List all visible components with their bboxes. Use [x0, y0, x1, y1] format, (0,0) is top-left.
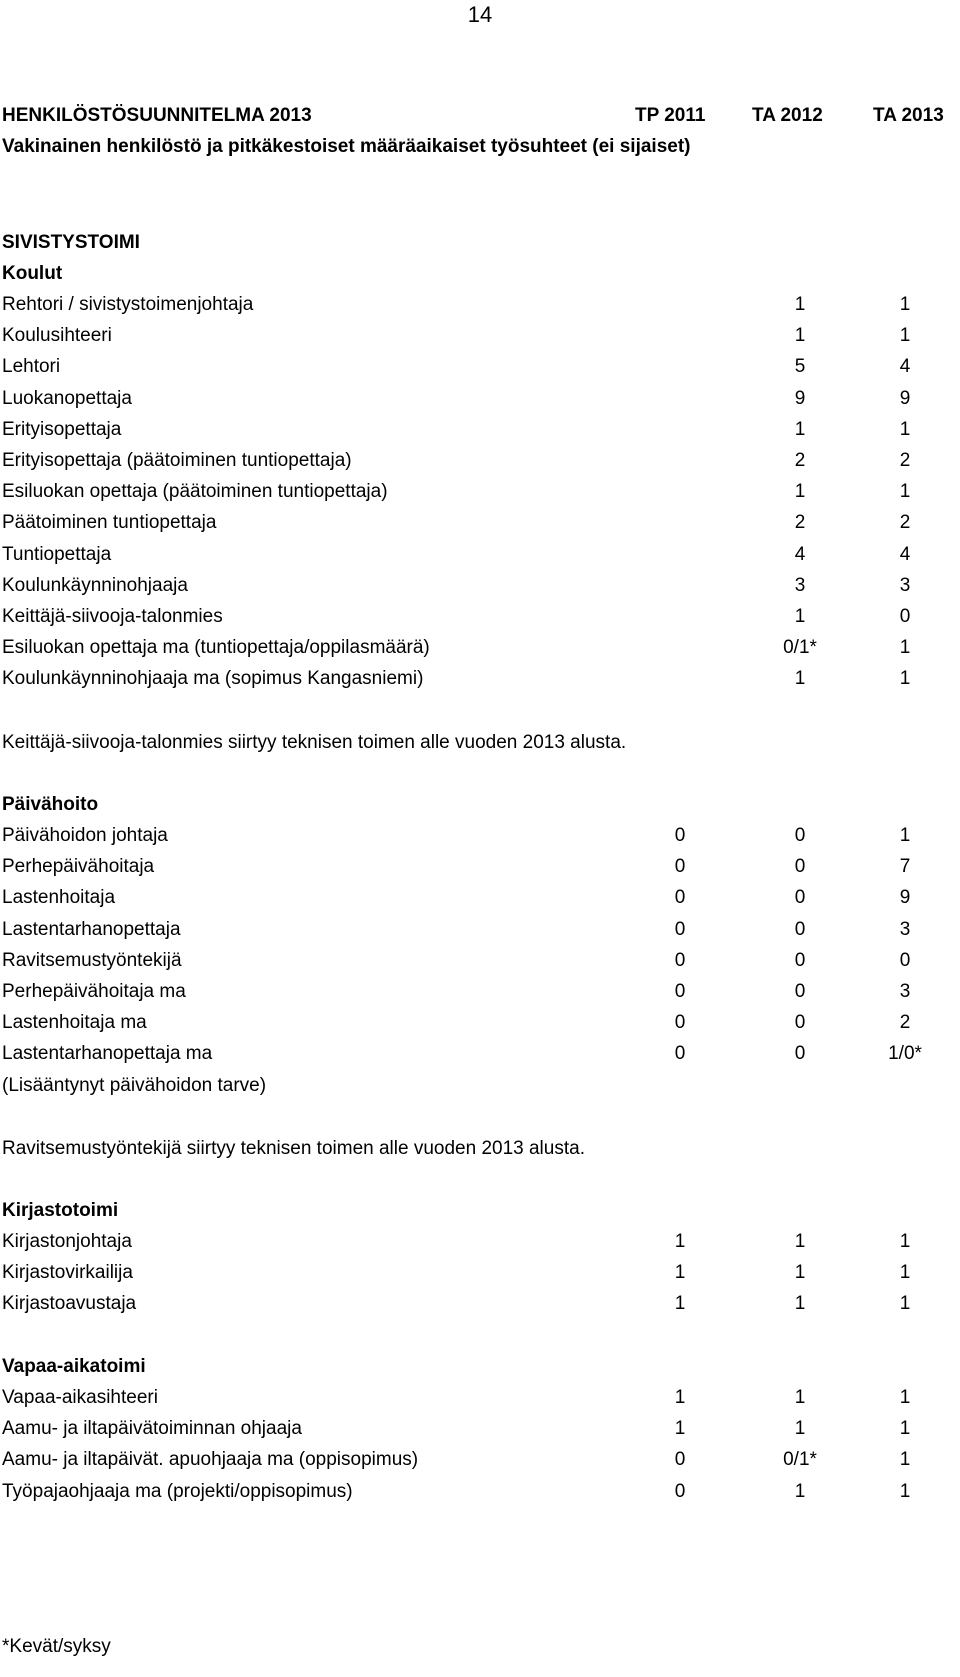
row-label: Erityisopettaja: [2, 418, 122, 440]
row-label: Koulunkäynninohjaaja: [2, 574, 188, 596]
row-label: Päivähoidon johtaja: [2, 825, 168, 846]
row-label: Perhepäivähoitaja: [2, 856, 155, 878]
value-tp2011: 1: [674, 1418, 686, 1440]
footnote: *Kevät/syksy: [2, 1636, 111, 1657]
value-ta2013: 1: [899, 1293, 911, 1315]
row-label: Vapaa-aikasihteeri: [2, 1387, 158, 1408]
value-tp2011: 0: [674, 1043, 686, 1065]
row-label: Keittäjä-siivooja-talonmies: [2, 606, 223, 627]
row-label: Aamu- ja iltapäivät. apuohjaaja ma (oppisopimus): [2, 1449, 419, 1471]
value-ta2013: 3: [899, 918, 911, 940]
value-ta2013: 9: [899, 887, 911, 909]
value-ta2012: 5: [794, 356, 806, 378]
paivahoito-note: Ravitsemustyöntekijä siirtyy teknisen toimen alle vuoden 2013 alusta.: [2, 1138, 585, 1159]
value-ta2012: 0: [794, 1043, 806, 1065]
value-ta2012: 2: [794, 450, 806, 471]
row-label: Työpajaohjaaja ma (projekti/oppisopimus): [2, 1480, 353, 1502]
value-ta2012: 0: [794, 949, 806, 971]
value-ta2012: 1: [794, 1418, 806, 1440]
value-tp2011: 0: [674, 1449, 686, 1471]
value-ta2013: 1: [899, 825, 911, 846]
value-ta2013: 1: [899, 325, 911, 347]
table-row: [0, 571, 960, 601]
row-label: Aamu- ja iltapäivätoiminnan ohjaaja: [2, 1418, 302, 1440]
value-tp2011: 0: [674, 981, 686, 1002]
value-ta2012: 1: [794, 1387, 806, 1408]
paivahoito-extra: (Lisääntynyt päivähoidon tarve): [2, 1075, 267, 1096]
value-ta2013: 3: [899, 574, 911, 596]
table-row: [0, 508, 960, 538]
value-ta2013: 1: [899, 481, 911, 503]
value-tp2011: 1: [674, 1387, 686, 1408]
subsection-heading-koulut: Koulut: [2, 263, 63, 284]
value-ta2012: 1: [794, 1231, 806, 1252]
row-label: Lastenhoitaja: [2, 887, 116, 909]
value-ta2013: 1/0*: [888, 1043, 922, 1065]
column-header-ta2012: TA 2012: [752, 105, 823, 126]
table-row: [0, 977, 960, 1007]
value-ta2012: 1: [794, 325, 806, 347]
value-tp2011: 0: [674, 887, 686, 909]
row-label: Koulunkäynninohjaaja ma (sopimus Kangasniemi): [2, 668, 424, 690]
value-ta2012: 0: [794, 887, 806, 909]
table-row: [0, 1445, 960, 1475]
row-label: Lastenhoitaja ma: [2, 1012, 147, 1034]
koulut-note: Keittäjä-siivooja-talonmies siirtyy teknisen toimen alle vuoden 2013 alusta.: [2, 732, 627, 753]
value-ta2012: 9: [794, 387, 806, 409]
table-row: [0, 352, 960, 382]
value-ta2013: 1: [899, 668, 911, 690]
row-label: Tuntiopettaja: [2, 543, 112, 565]
value-ta2012: 0: [794, 825, 806, 846]
value-ta2013: 7: [899, 856, 911, 878]
table-row: [0, 1258, 960, 1288]
value-ta2013: 1: [899, 1231, 911, 1252]
value-ta2012: 1: [794, 606, 806, 627]
table-row: [0, 602, 960, 632]
value-ta2013: 3: [899, 981, 911, 1002]
table-row: [0, 540, 960, 570]
table-row: [0, 915, 960, 945]
value-tp2011: 1: [674, 1231, 686, 1252]
table-row: [0, 415, 960, 445]
value-ta2012: 0/1*: [783, 637, 817, 659]
value-ta2013: 9: [899, 387, 911, 409]
row-label: Esiluokan opettaja ma (tuntiopettaja/oppilasmäärä): [2, 637, 430, 659]
row-label: Lastentarhanopettaja ma: [2, 1043, 213, 1065]
row-label: Lehtori: [2, 356, 61, 378]
value-ta2013: 4: [899, 356, 911, 378]
column-header-tp2011: TP 2011: [635, 105, 706, 126]
value-ta2013: 2: [899, 512, 911, 534]
value-ta2013: 2: [899, 1012, 911, 1034]
table-row: [0, 1008, 960, 1038]
value-tp2011: 0: [674, 949, 686, 971]
table-row: [0, 946, 960, 976]
value-ta2012: 2: [794, 512, 806, 534]
table-row: [0, 1289, 960, 1319]
value-ta2012: 0: [794, 1012, 806, 1034]
table-row: [0, 1227, 960, 1257]
table-row: [0, 321, 960, 351]
row-label: Rehtori / sivistystoimenjohtaja: [2, 294, 254, 315]
value-ta2012: 1: [794, 1293, 806, 1315]
value-tp2011: 0: [674, 918, 686, 940]
table-row: [0, 883, 960, 913]
section-heading-vapaa-aikatoimi: Vapaa-aikatoimi: [2, 1356, 146, 1377]
value-tp2011: 0: [674, 856, 686, 878]
table-row: [0, 664, 960, 694]
value-ta2012: 4: [794, 543, 806, 565]
value-ta2013: 1: [899, 418, 911, 440]
value-ta2013: 1: [899, 1387, 911, 1408]
row-label: Luokanopettaja: [2, 387, 132, 409]
page-number: 14: [467, 2, 493, 27]
value-ta2012: 1: [794, 294, 806, 315]
value-ta2013: 1: [899, 1480, 911, 1502]
document-header: [0, 101, 960, 131]
table-row: [0, 446, 960, 476]
value-tp2011: 0: [674, 1480, 686, 1502]
value-ta2012: 1: [794, 1480, 806, 1502]
row-label: Ravitsemustyöntekijä: [2, 949, 182, 971]
value-ta2013: 0: [899, 606, 911, 627]
value-ta2013: 1: [899, 637, 911, 659]
table-row: [0, 821, 960, 851]
value-ta2013: 1: [899, 1449, 911, 1471]
value-ta2012: 0: [794, 918, 806, 940]
section-heading-paivahoito: Päivähoito: [2, 794, 99, 815]
document-subtitle: Vakinainen henkilöstö ja pitkäkestoiset määräaikaiset työsuhteet (ei sijaiset): [2, 136, 691, 157]
value-ta2013: 1: [899, 1418, 911, 1440]
value-ta2013: 1: [899, 1262, 911, 1284]
row-label: Lastentarhanopettaja: [2, 918, 181, 940]
table-row: [0, 1414, 960, 1444]
value-ta2012: 1: [794, 418, 806, 440]
row-label: Perhepäivähoitaja ma: [2, 981, 186, 1002]
section-heading-sivistystoimi: SIVISTYSTOIMI: [2, 232, 140, 253]
row-label: Päätoiminen tuntiopettaja: [2, 512, 217, 534]
value-tp2011: 0: [674, 825, 686, 846]
row-label: Kirjastovirkailija: [2, 1262, 133, 1284]
value-ta2013: 4: [899, 543, 911, 565]
table-row: [0, 477, 960, 507]
value-ta2012: 1: [794, 481, 806, 503]
row-label: Koulusihteeri: [2, 325, 112, 347]
table-row: [0, 1039, 960, 1069]
value-tp2011: 1: [674, 1262, 686, 1284]
table-row: [0, 852, 960, 882]
value-ta2012: 1: [794, 668, 806, 690]
value-tp2011: 0: [674, 1012, 686, 1034]
row-label: Erityisopettaja (päätoiminen tuntiopettaja): [2, 450, 352, 471]
column-header-ta2013: TA 2013: [873, 105, 944, 126]
table-row: [0, 1477, 960, 1507]
document-title: HENKILÖSTÖSUUNNITELMA 2013: [2, 105, 312, 126]
value-ta2012: 3: [794, 574, 806, 596]
value-ta2013: 1: [899, 294, 911, 315]
value-tp2011: 1: [674, 1293, 686, 1315]
value-ta2013: 2: [899, 450, 911, 471]
table-row: [0, 384, 960, 414]
value-ta2012: 0/1*: [783, 1449, 817, 1471]
value-ta2012: 0: [794, 981, 806, 1002]
table-row: [0, 1383, 960, 1413]
value-ta2012: 1: [794, 1262, 806, 1284]
row-label: Kirjastonjohtaja: [2, 1231, 132, 1252]
table-row: [0, 633, 960, 663]
section-heading-kirjastotoimi: Kirjastotoimi: [2, 1200, 119, 1221]
row-label: Esiluokan opettaja (päätoiminen tuntiopettaja): [2, 481, 388, 503]
row-label: Kirjastoavustaja: [2, 1293, 137, 1315]
value-ta2012: 0: [794, 856, 806, 878]
value-ta2013: 0: [899, 949, 911, 971]
table-row: [0, 290, 960, 320]
